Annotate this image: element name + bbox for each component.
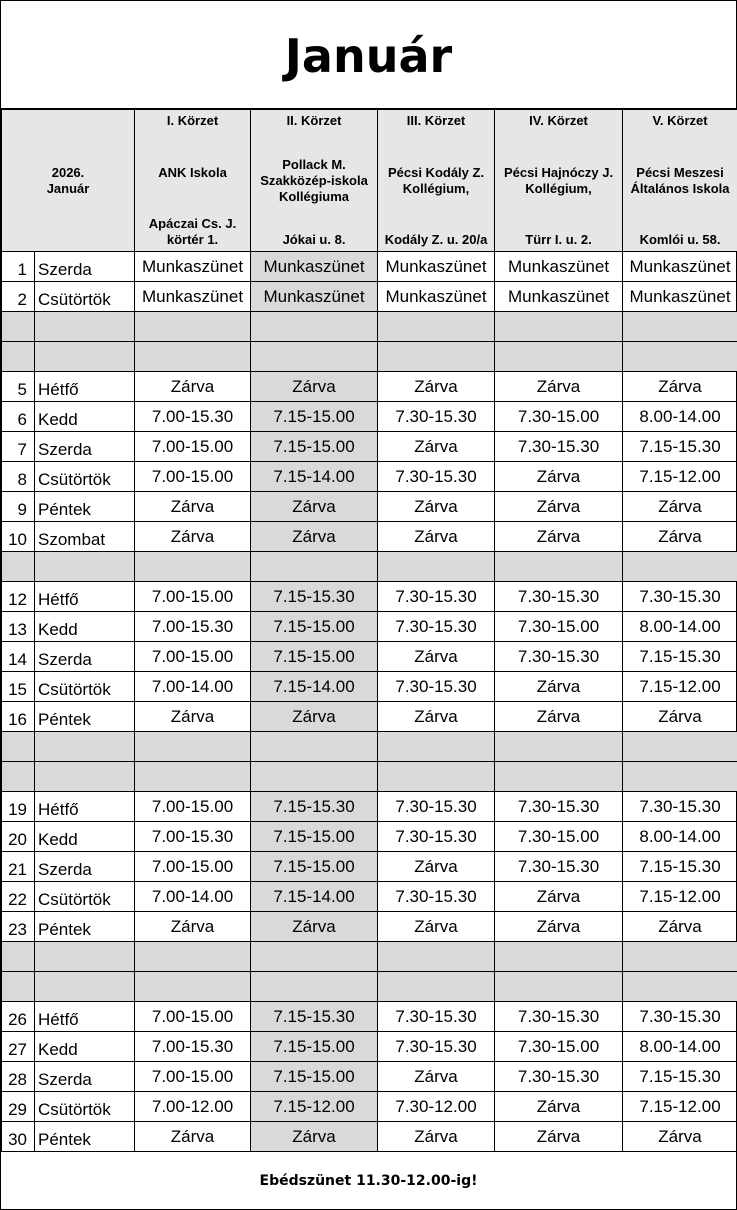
opening-hours-cell: 7.15-12.00	[623, 462, 737, 492]
opening-hours-cell: 7.30-15.30	[495, 852, 623, 882]
footer	[1, 1153, 736, 1209]
opening-hours-cell: Zárva	[378, 642, 495, 672]
opening-hours-cell	[495, 972, 623, 1002]
opening-hours-cell: 7.15-12.00	[623, 1092, 737, 1122]
day-name: Hétfő	[35, 1002, 135, 1032]
opening-hours-cell: 7.30-15.30	[495, 792, 623, 822]
day-row	[2, 1092, 737, 1122]
district-header	[623, 110, 737, 252]
opening-hours-cell	[135, 732, 251, 762]
opening-hours-cell: 7.30-15.30	[378, 612, 495, 642]
day-name: Szerda	[35, 852, 135, 882]
opening-hours-cell: Munkaszünet	[135, 282, 251, 312]
opening-hours-cell: 7.30-15.30	[495, 432, 623, 462]
opening-hours-cell: 7.30-15.30	[623, 792, 737, 822]
day-number: 10	[2, 522, 35, 552]
opening-hours-cell	[135, 942, 251, 972]
opening-hours-cell: 7.30-15.00	[495, 402, 623, 432]
day-name	[35, 942, 135, 972]
day-number	[2, 552, 35, 582]
day-number: 20	[2, 822, 35, 852]
day-number: 22	[2, 882, 35, 912]
opening-hours-cell: Munkaszünet	[495, 252, 623, 282]
opening-hours-cell: Zárva	[378, 372, 495, 402]
district-name: V. Körzet	[652, 113, 708, 128]
opening-hours-cell: 7.30-12.00	[378, 1092, 495, 1122]
day-row	[2, 252, 737, 282]
weekend-row	[2, 552, 737, 582]
opening-hours-cell	[251, 972, 378, 1002]
day-row	[2, 822, 737, 852]
opening-hours-cell: 7.30-15.30	[378, 672, 495, 702]
opening-hours-cell: 7.15-15.00	[251, 852, 378, 882]
opening-hours-cell: Munkaszünet	[623, 282, 737, 312]
opening-hours-cell: Munkaszünet	[135, 252, 251, 282]
district-address: Kodály Z. u. 20/a	[384, 232, 488, 247]
day-name: Kedd	[35, 402, 135, 432]
opening-hours-cell: Zárva	[623, 912, 737, 942]
opening-hours-cell: 7.30-15.30	[378, 1032, 495, 1062]
district-name: II. Körzet	[286, 113, 342, 128]
opening-hours-cell: Zárva	[135, 372, 251, 402]
opening-hours-cell	[251, 732, 378, 762]
opening-hours-cell: 8.00-14.00	[623, 822, 737, 852]
opening-hours-cell: 7.15-14.00	[251, 462, 378, 492]
opening-hours-cell: Munkaszünet	[495, 282, 623, 312]
opening-hours-cell: 7.30-15.30	[623, 582, 737, 612]
district-school: Pollack M. Szakközép-iskola Kollégiuma	[260, 156, 368, 204]
weekend-row	[2, 732, 737, 762]
day-name: Péntek	[35, 912, 135, 942]
schedule-table	[1, 109, 737, 1152]
weekend-row	[2, 942, 737, 972]
opening-hours-cell	[495, 762, 623, 792]
district-address: Jókai u. 8.	[282, 232, 346, 247]
day-name: Csütörtök	[35, 882, 135, 912]
opening-hours-cell	[378, 312, 495, 342]
day-row	[2, 912, 737, 942]
opening-hours-cell	[495, 312, 623, 342]
weekend-row	[2, 762, 737, 792]
opening-hours-cell: 7.30-15.30	[378, 792, 495, 822]
opening-hours-cell: 7.00-15.00	[135, 582, 251, 612]
opening-hours-cell: 7.30-15.30	[378, 582, 495, 612]
day-name: Hétfő	[35, 372, 135, 402]
opening-hours-cell: 7.15-15.30	[251, 582, 378, 612]
day-number	[2, 342, 35, 372]
day-name: Kedd	[35, 822, 135, 852]
opening-hours-cell	[623, 342, 737, 372]
day-number: 30	[2, 1122, 35, 1152]
opening-hours-cell	[378, 552, 495, 582]
page-title: Január	[284, 28, 453, 83]
day-name	[35, 972, 135, 1002]
day-number: 2	[2, 282, 35, 312]
opening-hours-cell: 7.15-15.00	[251, 402, 378, 432]
day-number: 13	[2, 612, 35, 642]
day-number: 15	[2, 672, 35, 702]
corner-month: Január	[46, 180, 90, 196]
opening-hours-cell	[623, 732, 737, 762]
opening-hours-cell	[251, 552, 378, 582]
opening-hours-cell: 8.00-14.00	[623, 1032, 737, 1062]
opening-hours-cell: 7.15-14.00	[251, 882, 378, 912]
opening-hours-cell	[251, 342, 378, 372]
opening-hours-cell: Zárva	[623, 1122, 737, 1152]
weekend-row	[2, 972, 737, 1002]
day-number: 1	[2, 252, 35, 282]
weekend-row	[2, 342, 737, 372]
district-address: Apáczai Cs. J. körtér 1.	[148, 216, 237, 247]
district-school: Pécsi Hajnóczy J. Kollégium,	[503, 164, 614, 196]
opening-hours-cell	[495, 342, 623, 372]
opening-hours-cell: 7.15-15.30	[623, 1062, 737, 1092]
district-header	[495, 110, 623, 252]
opening-hours-cell	[251, 942, 378, 972]
day-row	[2, 432, 737, 462]
opening-hours-cell	[378, 732, 495, 762]
lunch-break-note: Ebédszünet 11.30-12.00-ig!	[259, 1173, 478, 1189]
opening-hours-cell	[251, 312, 378, 342]
opening-hours-cell: 7.30-15.30	[495, 1062, 623, 1092]
opening-hours-cell: Zárva	[135, 912, 251, 942]
day-name: Szerda	[35, 252, 135, 282]
district-header	[251, 110, 378, 252]
day-name	[35, 552, 135, 582]
opening-hours-cell	[378, 972, 495, 1002]
day-number: 6	[2, 402, 35, 432]
opening-hours-cell: Munkaszünet	[378, 252, 495, 282]
opening-hours-cell: Munkaszünet	[378, 282, 495, 312]
district-header	[378, 110, 495, 252]
opening-hours-cell: Zárva	[378, 1122, 495, 1152]
opening-hours-cell: 7.15-15.00	[251, 432, 378, 462]
day-name: Péntek	[35, 702, 135, 732]
opening-hours-cell	[135, 762, 251, 792]
day-row	[2, 462, 737, 492]
day-row	[2, 672, 737, 702]
opening-hours-cell: Zárva	[251, 492, 378, 522]
day-number: 27	[2, 1032, 35, 1062]
opening-hours-cell: 8.00-14.00	[623, 402, 737, 432]
opening-hours-cell: Zárva	[135, 492, 251, 522]
district-school: Pécsi Meszesi Általános Iskola	[630, 164, 730, 196]
day-row	[2, 852, 737, 882]
opening-hours-cell: Zárva	[495, 912, 623, 942]
opening-hours-cell: Zárva	[378, 852, 495, 882]
opening-hours-cell: 7.15-15.00	[251, 822, 378, 852]
opening-hours-cell: 7.00-15.30	[135, 612, 251, 642]
day-name: Péntek	[35, 492, 135, 522]
day-name: Kedd	[35, 1032, 135, 1062]
day-name	[35, 312, 135, 342]
district-header	[135, 110, 251, 252]
title-bar	[1, 1, 736, 109]
day-number: 14	[2, 642, 35, 672]
header-corner	[2, 110, 135, 252]
opening-hours-cell: Zárva	[495, 372, 623, 402]
opening-hours-cell: Zárva	[623, 372, 737, 402]
day-row	[2, 402, 737, 432]
opening-hours-cell: 7.00-15.00	[135, 792, 251, 822]
day-row	[2, 642, 737, 672]
opening-hours-cell	[623, 762, 737, 792]
district-school: ANK Iskola	[158, 164, 227, 180]
opening-hours-cell: Munkaszünet	[251, 282, 378, 312]
district-school: Pécsi Kodály Z. Kollégium,	[387, 164, 485, 196]
opening-hours-cell: Zárva	[135, 522, 251, 552]
day-number	[2, 942, 35, 972]
day-number: 7	[2, 432, 35, 462]
opening-hours-cell: Zárva	[251, 522, 378, 552]
opening-hours-cell: Zárva	[495, 1122, 623, 1152]
day-number: 8	[2, 462, 35, 492]
opening-hours-cell: 7.00-15.30	[135, 822, 251, 852]
day-number: 5	[2, 372, 35, 402]
opening-hours-cell	[623, 312, 737, 342]
day-number	[2, 312, 35, 342]
opening-hours-cell: 7.00-15.00	[135, 432, 251, 462]
opening-hours-cell: Zárva	[495, 672, 623, 702]
day-name: Péntek	[35, 1122, 135, 1152]
day-number	[2, 732, 35, 762]
day-number: 28	[2, 1062, 35, 1092]
opening-hours-cell: 7.30-15.30	[378, 1002, 495, 1032]
day-number: 29	[2, 1092, 35, 1122]
opening-hours-cell: 8.00-14.00	[623, 612, 737, 642]
day-name: Hétfő	[35, 792, 135, 822]
opening-hours-cell: 7.00-12.00	[135, 1092, 251, 1122]
district-address: Türr I. u. 2.	[525, 232, 592, 247]
opening-hours-cell: Zárva	[251, 372, 378, 402]
corner-year: 2026.	[51, 164, 85, 180]
opening-hours-cell: 7.30-15.30	[378, 402, 495, 432]
opening-hours-cell: Munkaszünet	[623, 252, 737, 282]
opening-hours-cell: 7.15-15.00	[251, 642, 378, 672]
opening-hours-cell: Zárva	[495, 522, 623, 552]
opening-hours-cell: Zárva	[378, 522, 495, 552]
day-row	[2, 1032, 737, 1062]
opening-hours-cell: Zárva	[495, 1092, 623, 1122]
opening-hours-cell: 7.30-15.00	[495, 1032, 623, 1062]
opening-hours-cell	[495, 942, 623, 972]
district-name: I. Körzet	[166, 113, 219, 128]
opening-hours-cell: 7.15-15.30	[251, 1002, 378, 1032]
opening-hours-cell: 7.00-15.00	[135, 1062, 251, 1092]
opening-hours-cell: Zárva	[378, 432, 495, 462]
opening-hours-cell: Munkaszünet	[251, 252, 378, 282]
opening-hours-cell: Zárva	[378, 912, 495, 942]
opening-hours-cell	[378, 942, 495, 972]
opening-hours-cell	[378, 762, 495, 792]
opening-hours-cell: 7.00-15.00	[135, 642, 251, 672]
day-row	[2, 582, 737, 612]
opening-hours-cell: Zárva	[378, 1062, 495, 1092]
day-row	[2, 702, 737, 732]
opening-hours-cell	[495, 552, 623, 582]
opening-hours-cell: 7.15-15.00	[251, 1062, 378, 1092]
opening-hours-cell: Zárva	[495, 462, 623, 492]
day-name: Csütörtök	[35, 672, 135, 702]
day-number	[2, 762, 35, 792]
opening-hours-cell	[135, 972, 251, 1002]
day-name: Csütörtök	[35, 1092, 135, 1122]
opening-hours-cell: Zárva	[251, 1122, 378, 1152]
opening-hours-cell: 7.15-15.30	[623, 852, 737, 882]
district-name: IV. Körzet	[529, 113, 588, 128]
opening-hours-cell: Zárva	[251, 912, 378, 942]
day-name: Csütörtök	[35, 462, 135, 492]
day-name: Csütörtök	[35, 282, 135, 312]
day-row	[2, 612, 737, 642]
opening-hours-cell: Zárva	[495, 702, 623, 732]
opening-hours-cell: 7.00-15.00	[135, 1002, 251, 1032]
opening-hours-cell	[623, 972, 737, 1002]
day-row	[2, 492, 737, 522]
day-name	[35, 342, 135, 372]
opening-hours-cell: 7.00-15.30	[135, 1032, 251, 1062]
opening-hours-cell: 7.00-15.30	[135, 402, 251, 432]
day-name: Kedd	[35, 612, 135, 642]
day-number: 26	[2, 1002, 35, 1032]
opening-hours-cell: Zárva	[378, 492, 495, 522]
opening-hours-cell: Zárva	[623, 492, 737, 522]
day-row	[2, 522, 737, 552]
opening-hours-cell: 7.15-15.00	[251, 612, 378, 642]
opening-hours-cell	[495, 732, 623, 762]
opening-hours-cell: 7.30-15.30	[623, 1002, 737, 1032]
day-number: 19	[2, 792, 35, 822]
opening-hours-cell: 7.15-12.00	[623, 672, 737, 702]
opening-hours-cell	[251, 762, 378, 792]
day-name: Szombat	[35, 522, 135, 552]
weekend-row	[2, 312, 737, 342]
opening-hours-cell: 7.15-15.30	[251, 792, 378, 822]
opening-hours-cell: 7.30-15.30	[378, 822, 495, 852]
day-row	[2, 1122, 737, 1152]
opening-hours-cell	[135, 552, 251, 582]
district-address: Komlói u. 58.	[639, 232, 721, 247]
opening-hours-cell	[378, 342, 495, 372]
opening-hours-cell: 7.15-14.00	[251, 672, 378, 702]
day-row	[2, 1062, 737, 1092]
opening-hours-cell: Zárva	[251, 702, 378, 732]
opening-hours-cell: 7.15-15.30	[623, 432, 737, 462]
day-name	[35, 762, 135, 792]
opening-hours-cell: 7.00-15.00	[135, 462, 251, 492]
day-row	[2, 282, 737, 312]
day-name: Szerda	[35, 432, 135, 462]
opening-hours-cell: Zárva	[623, 522, 737, 552]
opening-hours-cell: 7.30-15.30	[378, 462, 495, 492]
opening-hours-cell: 7.15-12.00	[623, 882, 737, 912]
opening-hours-cell: 7.15-15.30	[623, 642, 737, 672]
opening-hours-cell: 7.15-15.00	[251, 1032, 378, 1062]
day-number: 9	[2, 492, 35, 522]
opening-hours-cell: Zárva	[135, 1122, 251, 1152]
day-row	[2, 372, 737, 402]
opening-hours-cell: 7.30-15.30	[495, 642, 623, 672]
opening-hours-cell: Zárva	[623, 702, 737, 732]
day-number	[2, 972, 35, 1002]
opening-hours-cell: 7.30-15.00	[495, 822, 623, 852]
opening-hours-cell	[135, 342, 251, 372]
opening-hours-cell: Zárva	[495, 492, 623, 522]
opening-hours-cell: 7.30-15.30	[495, 582, 623, 612]
day-row	[2, 792, 737, 822]
district-name: III. Körzet	[406, 113, 466, 128]
day-row	[2, 882, 737, 912]
opening-hours-cell: Zárva	[135, 702, 251, 732]
opening-hours-cell	[623, 942, 737, 972]
day-number: 16	[2, 702, 35, 732]
day-row	[2, 1002, 737, 1032]
opening-hours-cell: Zárva	[378, 702, 495, 732]
day-number: 12	[2, 582, 35, 612]
opening-hours-cell: 7.00-14.00	[135, 882, 251, 912]
opening-hours-cell	[135, 312, 251, 342]
opening-hours-cell: 7.30-15.30	[495, 1002, 623, 1032]
opening-hours-cell: 7.15-12.00	[251, 1092, 378, 1122]
opening-hours-cell	[623, 552, 737, 582]
day-number: 21	[2, 852, 35, 882]
opening-hours-cell: 7.00-15.00	[135, 852, 251, 882]
day-name: Hétfő	[35, 582, 135, 612]
opening-hours-cell: 7.30-15.30	[378, 882, 495, 912]
opening-hours-cell: Zárva	[495, 882, 623, 912]
opening-hours-cell: 7.00-14.00	[135, 672, 251, 702]
day-name	[35, 732, 135, 762]
header-row	[2, 110, 737, 252]
day-name: Szerda	[35, 642, 135, 672]
day-number: 23	[2, 912, 35, 942]
opening-hours-cell: 7.30-15.00	[495, 612, 623, 642]
day-name: Szerda	[35, 1062, 135, 1092]
